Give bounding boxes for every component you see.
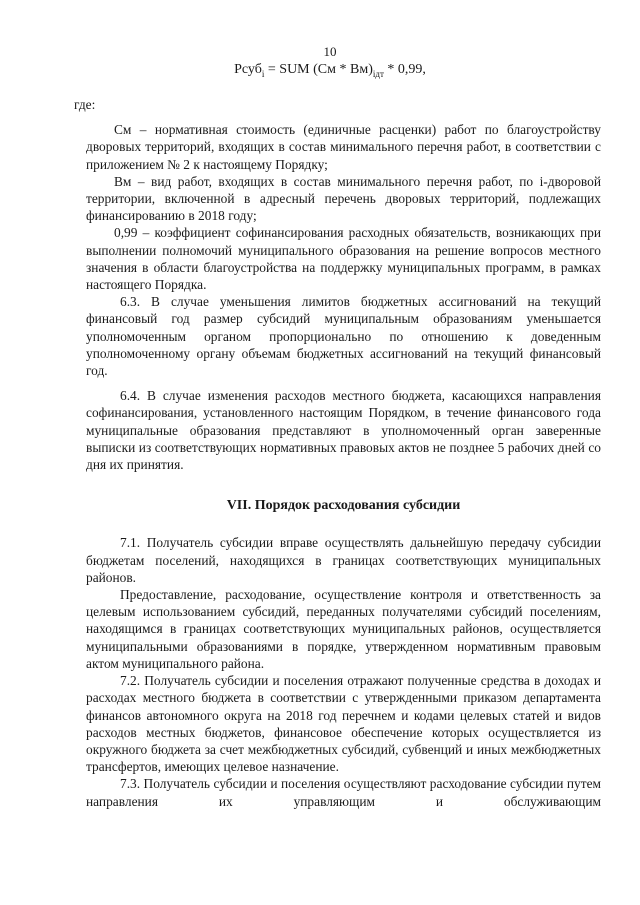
- paragraph-7-2: 7.2. Получатель субсидии и поселения отражают полученные средства в доходах и расходах местного бюджета в соответствии с утвержденными приказом департамента финансов автономного округа на 2018 год перечнем и кодами целевых статей и видов расходов местных бюджетов, финансовое обеспечение которых осуществляется из окружного бюджета за счет межбюджетных субсидий, субвенций и иных межбюджетных трансфертов, имеющих целевое назначение.: [86, 673, 601, 775]
- definition-vm: Вм – вид работ, входящих в состав минимального перечня работ, по i-дворовой территории, включенной в адресный перечень дворовых территорий, подлежащих финансированию в 2018 году;: [86, 173, 601, 224]
- section-title: VII. Порядок расходования субсидии: [226, 498, 461, 514]
- formula-tail: * 0,99,: [383, 62, 426, 77]
- formula-sub-idt: iдт: [372, 68, 384, 79]
- where-label: где:: [74, 97, 96, 112]
- paragraph-7-1-2: Предоставление, расходование, осуществление контроля и ответственность за целевым использованием субсидий, переданных получателями субсидий поселениям, находящимся в границах соответствующих муниципальных районов, осуществляется муниципальными образованиями в порядке, утвержденном нормативным правовым актом муниципального района.: [86, 587, 601, 671]
- paragraph-7-1: 7.1. Получатель субсидии вправе осуществлять дальнейшую передачу субсидии бюджетам поселений, находящихся в границах соответствующих муниципальных районов.: [86, 535, 601, 585]
- formula-main: Pсуб: [234, 62, 262, 77]
- definition-coefficient: 0,99 – коэффициент софинансирования расходных обязательств, возникающих при выполнении полномочий муниципального образования на решение вопросов местного значения в области благоустройства на поддержку муниципальных программ, в рамках настоящего Порядка.: [86, 225, 601, 293]
- formula-sub-i: i: [261, 68, 265, 79]
- paragraph-7-3: 7.3. Получатель субсидии и поселения осуществляют расходование субсидии путем направления их управляющим и обслуживающим: [86, 776, 601, 809]
- formula: [0, 62, 640, 79]
- definition-cm: См – нормативная стоимость (единичные расценки) работ по благоустройству дворовых территорий, входящих в состав минимального перечня работ, в соответствии с приложением № 2 к настоящему Порядку;: [86, 122, 601, 172]
- document-body: [74, 96, 601, 810]
- formula-body: = SUM (См * Вм): [264, 62, 373, 77]
- paragraph-6-3: 6.3. В случае уменьшения лимитов бюджетных ассигнований на текущий финансовый год размер субсидий муниципальным образованиям уменьшается уполномоченным органом пропорционально по отношению к доведенным уполномоченному органу объемам бюджетных ассигнований на текущий финансовый год.: [86, 294, 601, 379]
- page-number: 10: [323, 44, 337, 59]
- paragraph-6-4: 6.4. В случае изменения расходов местного бюджета, касающихся направления софинансирования, установленного настоящим Порядком, в течение финансового года муниципальные образования представляют в уполномоченный орган заверенные выписки из соответствующих нормативных правовых актов не позднее 5 рабочих дней со дня их принятия.: [86, 388, 601, 473]
